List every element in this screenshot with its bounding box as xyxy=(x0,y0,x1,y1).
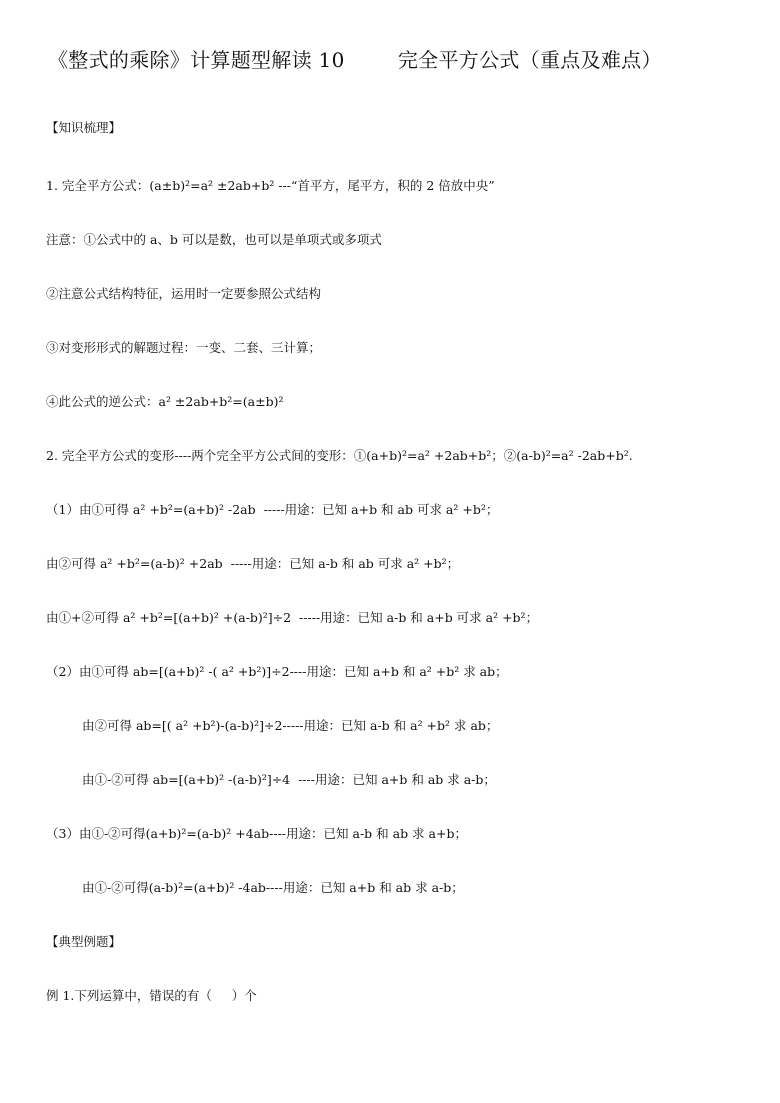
variant-line-4: （2）由①可得 ab=[(a+b)² -( a² +b²)]÷2----用途：已知 a+b 和 a² +b² 求 ab； xyxy=(46,664,508,679)
note-line-3: ③对变形形式的解题过程：一变、二套、三计算； xyxy=(46,340,322,355)
note-line-1: 注意：①公式中的 a、b 可以是数，也可以是单项式或多项式 xyxy=(46,232,382,247)
variant-line-3: 由①+②可得 a² +b²=[(a+b)² +(a-b)²]÷2 -----用途：已知 a-b 和 a+b 可求 a² +b²； xyxy=(46,610,539,625)
variant-line-1: （1）由①可得 a² +b²=(a+b)² -2ab -----用途：已知 a+b 和 ab 可求 a² +b²； xyxy=(46,502,499,517)
variant-line-8: 由①-②可得(a-b)²=(a+b)² -4ab----用途：已知 a+b 和 ab 求 a-b； xyxy=(82,880,464,895)
formula-line-1: 1. 完全平方公式：(a±b)²=a² ±2ab+b² ---“首平方，尾平方，积的 2 倍放中央” xyxy=(46,178,495,193)
variant-line-7: （3）由①-②可得(a+b)²=(a-b)² +4ab----用途：已知 a-b 和 ab 求 a+b； xyxy=(46,826,467,841)
variant-line-6: 由①-②可得 ab=[(a+b)² -(a-b)²]÷4 ----用途：已知 a+b 和 ab 求 a-b； xyxy=(82,772,496,787)
note-line-4: ④此公式的逆公式：a² ±2ab+b²=(a±b)² xyxy=(46,394,284,409)
variant-line-5: 由②可得 ab=[( a² +b²)-(a-b)²]÷2-----用途：已知 a-b 和 a² +b² 求 ab； xyxy=(82,718,499,733)
section-heading-knowledge: 【知识梳理】 xyxy=(46,120,122,135)
section-heading-examples: 【典型例题】 xyxy=(46,934,122,949)
document-title: 《整式的乘除》计算题型解读 10 完全平方公式（重点及难点） xyxy=(48,48,662,72)
variant-line-2: 由②可得 a² +b²=(a-b)² +2ab -----用途：已知 a-b 和 ab 可求 a² +b²； xyxy=(46,556,460,571)
example-1-question: 例 1.下列运算中，错误的有（ ）个 xyxy=(46,988,257,1003)
note-line-2: ②注意公式结构特征，运用时一定要参照公式结构 xyxy=(46,286,322,301)
formula-line-2: 2. 完全平方公式的变形----两个完全平方公式间的变形：①(a+b)²=a² +2ab+b²；②(a-b)²=a² -2ab+b². xyxy=(46,448,633,463)
